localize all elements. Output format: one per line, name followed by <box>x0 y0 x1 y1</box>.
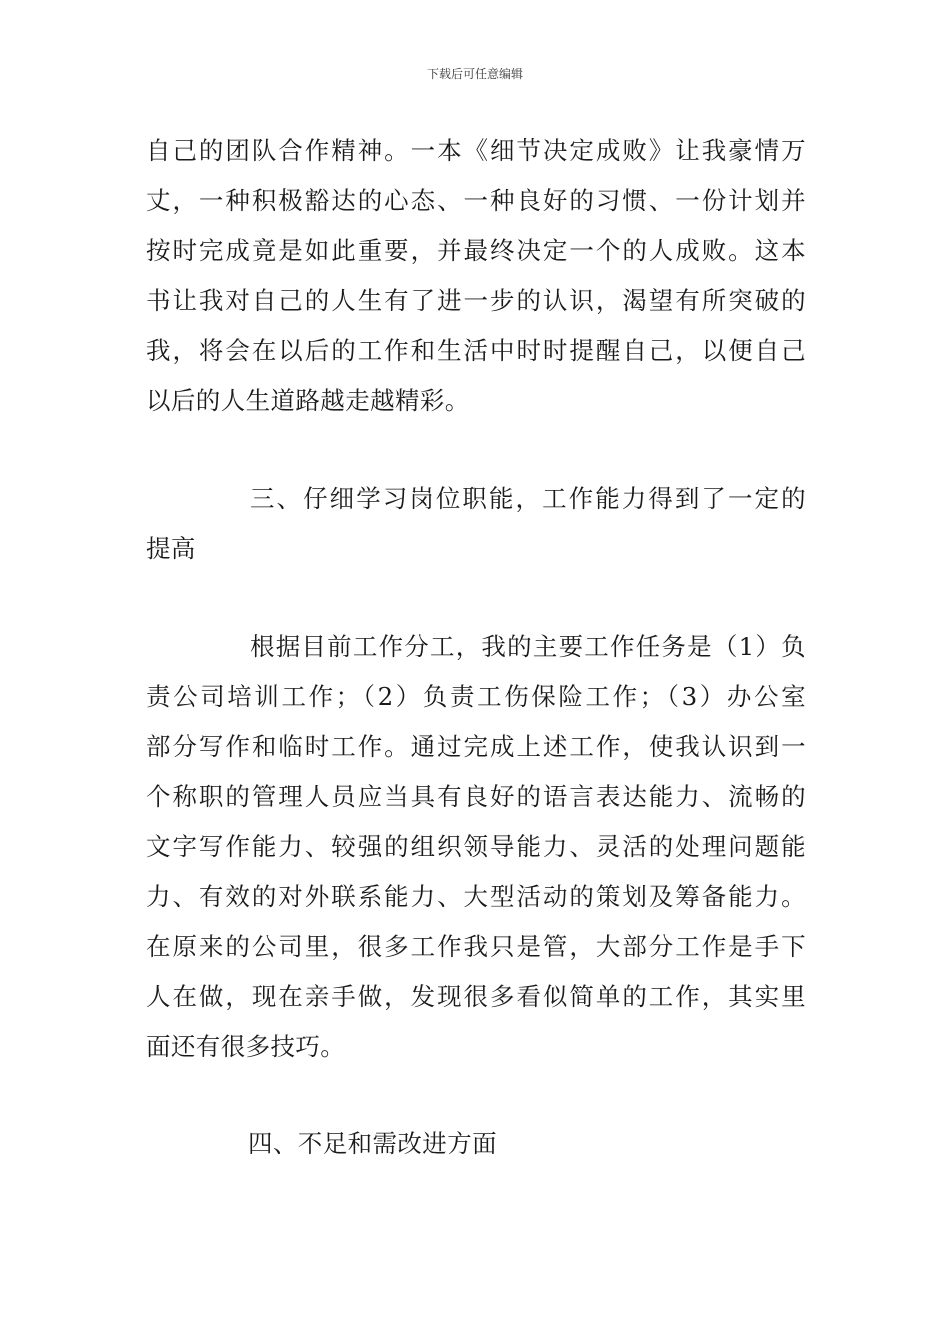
section-heading-4: 四、不足和需改进方面 <box>248 1129 497 1158</box>
paragraph-line: 根据目前工作分工，我的主要工作任务是（1）负 <box>250 632 806 661</box>
paragraph-line: 部分写作和临时工作。通过完成上述工作，使我认识到一 <box>146 732 806 761</box>
download-edit-note: 下载后可任意编辑 <box>426 67 523 81</box>
paragraph-line: 按时完成竟是如此重要，并最终决定一个的人成败。这本 <box>146 236 806 265</box>
paragraph-line: 力、有效的对外联系能力、大型活动的策划及筹备能力。 <box>146 882 806 911</box>
paragraph-line: 书让我对自己的人生有了进一步的认识，渴望有所突破的 <box>146 286 806 315</box>
paragraph-line: 自己的团队合作精神。一本《细节决定成败》让我豪情万 <box>146 136 806 165</box>
paragraph-line: 丈，一种积极豁达的心态、一种良好的习惯、一份计划并 <box>146 186 806 215</box>
paragraph-line: 文字写作能力、较强的组织领导能力、灵活的处理问题能 <box>146 832 806 861</box>
paragraph-line: 在原来的公司里，很多工作我只是管，大部分工作是手下 <box>146 932 806 961</box>
section-heading-3: 三、仔细学习岗位职能，工作能力得到了一定的 <box>250 484 806 513</box>
paragraph-line: 我，将会在以后的工作和生活中时时提醒自己，以便自己 <box>146 336 806 365</box>
paragraph-line: 责公司培训工作；（2）负责工伤保险工作；（3）办公室 <box>146 682 806 711</box>
paragraph-line: 人在做，现在亲手做，发现很多看似简单的工作，其实里 <box>146 982 806 1011</box>
paragraph-line: 个称职的管理人员应当具有良好的语言表达能力、流畅的 <box>146 782 806 811</box>
paragraph-line: 面还有很多技巧。 <box>146 1032 346 1061</box>
paragraph-line: 以后的人生道路越走越精彩。 <box>146 386 470 415</box>
section-heading-3-continuation: 提高 <box>146 534 196 563</box>
